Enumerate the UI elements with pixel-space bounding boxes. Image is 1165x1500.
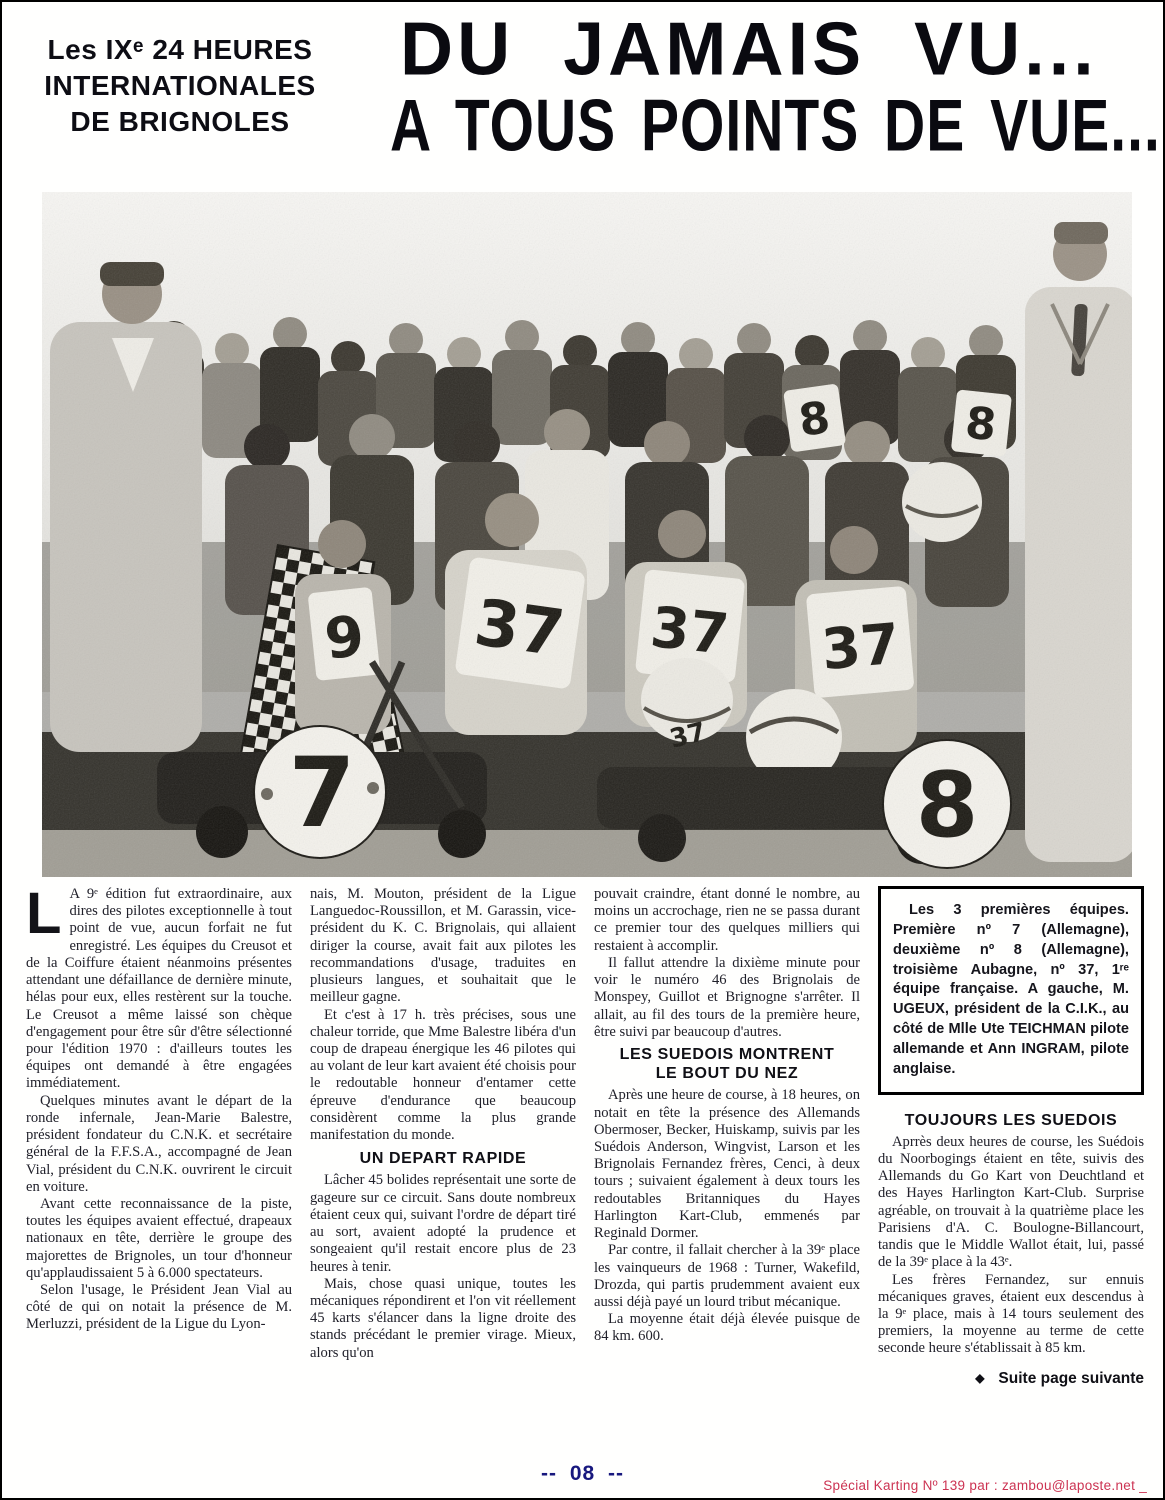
article-column-3 — [594, 886, 860, 1388]
paragraph: Quelques minutes avant le départ de la ronde infernale, Jean-Marie Balestre, président fondateur du C.N.K. et secrétaire général de la F.F.S.A., accompagné de Jean Vial, président du C.N.K. ouvrirent le circuit en voiture. — [26, 1092, 292, 1195]
paragraph: Les frères Fernandez, sur ennuis mécaniques graves, étaient eux descendus à la 9ᵉ place, mais à 14 tours seulement des premiers, la moyenne au terme de cette seconde heure s'établissait à 85 km. — [878, 1271, 1144, 1357]
grain-overlay — [42, 192, 1132, 877]
dropcap-letter: L — [26, 881, 62, 946]
diamond-icon: ◆ — [975, 1370, 985, 1385]
subhead-toujours-les-suedois: TOUJOURS LES SUEDOIS — [904, 1111, 1118, 1129]
paragraph: Aprrès deux heures de course, les Suédois du Noorbogings étaient en tête, suivis des Allemands du Go Kart von Deuchtland et des Hayes Harlington Kart-Club. Surprise agréable, on trouvait à la quatrième place les Parisiens d'A. C. Boulogne-Billancourt, tandis que le Middle Wallot était, lui, passé de la 39ᵉ place à la 43ᵉ. — [878, 1133, 1144, 1271]
credit-line: Spécial Karting Nº 139 par : zambou@laposte.net _ — [823, 1478, 1147, 1493]
headline-line-2: A TOUS POINTS DE VUE... — [390, 85, 1161, 168]
subhead-le-bout-du-nez: LE BOUT DU NEZ — [655, 1065, 799, 1083]
continued-label: Suite page suivante — [998, 1369, 1144, 1387]
kicker-line-2: INTERNATIONALES — [44, 69, 316, 101]
paragraph: Selon l'usage, le Président Jean Vial au côté de qui on notait la présence de M. Merluzzi, président de la Ligue du Lyon- — [26, 1282, 292, 1333]
photo-frame — [42, 192, 1132, 877]
group-photo — [42, 192, 1132, 877]
paragraph: Par contre, il fallait chercher à la 39ᵉ place les vainqueurs de 1968 : Turner, Wakefild, Drozda, qui partis prudemment avaient eux aussi déjà payé un lourd tribut mécanique. — [594, 1242, 860, 1310]
subhead-les-suedois-montrent: LES SUEDOIS MONTRENT — [619, 1045, 835, 1063]
subhead-un-depart-rapide: UN DEPART RAPIDE — [359, 1150, 527, 1168]
paragraph: Lâcher 45 bolides représentait une sorte de gageure sur ce circuit. Sans doute nombreux étaient ceux qui, suivant l'ordre de départ tiré au sort, avaient adopté la prudence et songeaient qu'il restait encore plus de 23 heures à tenir. — [310, 1172, 576, 1275]
paragraph: La moyenne était déjà élevée puisque de 84 km. 600. — [594, 1311, 860, 1345]
article-column-1 — [26, 881, 292, 1388]
kicker-line-1: Les IXᵉ 24 HEURES — [47, 34, 313, 65]
paragraph: pouvait craindre, étant donné le nombre, au moins un accrochage, rien ne se passa durant ce premier tour des quelques milliers qui restaient à accomplir. — [594, 886, 860, 954]
article-kicker — [34, 32, 326, 139]
kicker-line-3: DE BRIGNOLES — [70, 105, 290, 137]
article-columns — [26, 881, 1144, 1388]
paragraph: Mais, chose quasi unique, toutes les mécaniques répondirent et l'on vit réellement 45 karts s'élancer dans la ligne droite des stands précédant le premier virage. Mieux, alors qu'on — [310, 1275, 576, 1361]
paragraph: nais, M. Mouton, président de la Ligue Languedoc-Roussillon, et M. Garassin, vice-président du K. C. Brignolais, qui allaient diriger la course, avait fait aux pilotes les recommandations d'usage, traduites en plusieurs langues, et souhaitait que le meilleur gagne. — [310, 886, 576, 1006]
paragraph: Et c'est à 17 h. très précises, sous une chaleur torride, que Mme Balestre libéra d'un coup de drapeau énergique les 46 pilotes qui au volant de leur kart avaient été choisis pour le redoutable honneur d'entamer cette épreuve d'endurance que beaucoup considèrent comme la plus grande manifestation du monde. — [310, 1006, 576, 1144]
continued-next-page — [878, 1370, 1144, 1388]
page-number: -- 08 -- — [541, 1462, 624, 1485]
paragraph-text: A 9ᵉ édition fut extraordinaire, aux dires des pilotes exceptionnelle à tout point de vue, aucun forfait ne fut enregistré. Les équipes du Creusot et de la Coiffure étaient néanmoins présentes attendant une défaillance de dernière minute, hélas pour eux, elles restèrent sur la touche. Le Creusot a même laissé son chèque d'engagement pour être sûr d'être sélectionné pour l'édition 1970 : d'ailleurs toutes les équipes ont demandé à être engagées immédiatement. — [26, 886, 292, 1092]
paragraph: Après une heure de course, à 18 heures, on notait en tête la présence des Allemands Obermoser, Becker, Huiskamp, suivis par les Suédois Anderson, Wingvist, Larson et les Brignolais Fernandez frères, Cenci, à deux tours ; suivaient également à deux tours les redoutables Britanniques du Hayes Harlington Kart-Club, emmenés par Reginald Dormer. — [594, 1087, 860, 1242]
paragraph: Avant cette reconnaissance de la piste, toutes les équipes avaient effectué, drapeaux nationaux en tête, derrière le groupe des majorettes de Brignoles, un tour d'honneur qu'applaudissaient 5 à 6.000 spectateurs. — [26, 1195, 292, 1281]
headline-line-1: DU JAMAIS VU... — [400, 7, 1098, 92]
article-column-2 — [310, 886, 576, 1388]
paragraph: Il fallut attendre la dixième minute pour voir le numéro 46 des Brignolais de Monspey, Guillot et Brignogne s'arrêter. Il allait, au fil des tours de la première heure, être suivi par beaucoup d'autres. — [594, 954, 860, 1040]
photo-caption-box — [878, 886, 1144, 1095]
paragraph — [26, 881, 292, 1093]
article-column-4 — [878, 886, 1144, 1388]
photo-caption-text: Les 3 premières équipes. Première nº 7 (Allemagne), deuxième nº 8 (Allemagne), troisième Aubagne, nº 37, 1ʳᵉ équipe française. A gauche, M. UGEUX, président de la C.I.K., au côté de Mlle Ute TEICHMAN pilote allemande et Ann INGRAM, pilote anglaise. — [893, 902, 1129, 1077]
